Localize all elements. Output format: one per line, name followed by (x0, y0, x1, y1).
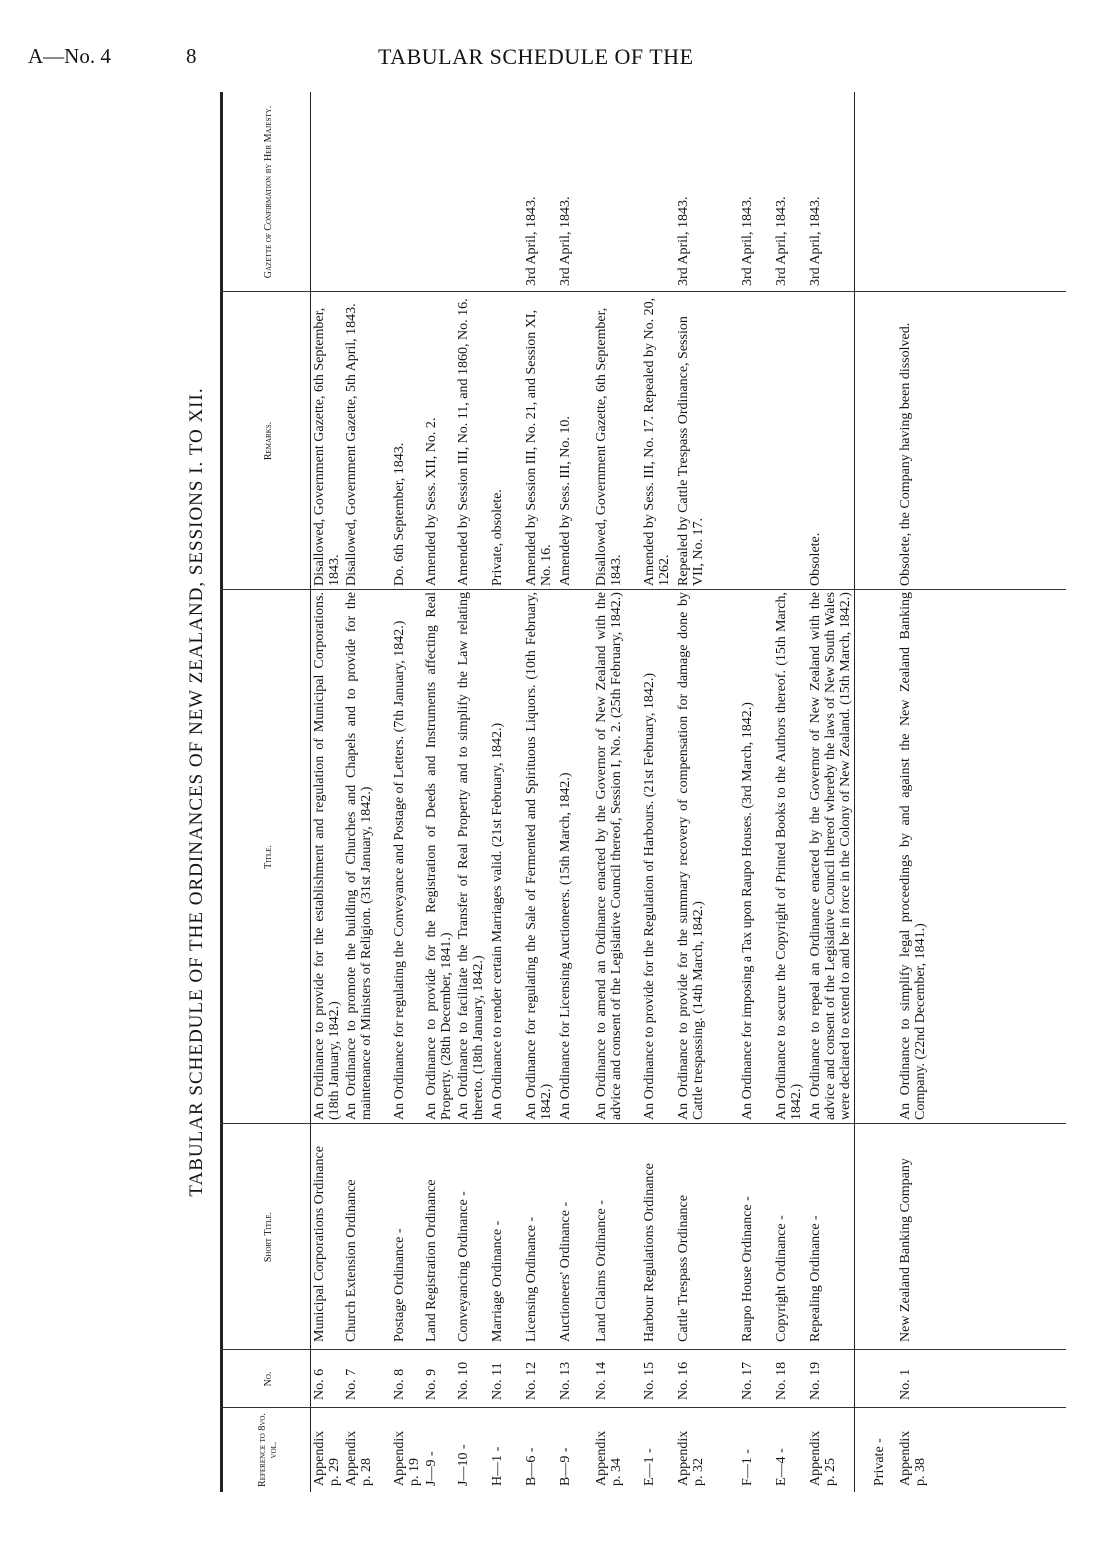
cell-short-title: Raupo House Ordinance - (740, 1196, 755, 1342)
cell-short-title: Land Registration Ordinance (424, 1179, 439, 1342)
cell-title: An Ordinance to provide for the establishment and regulation of Municipal Corporations. (18th January, 1842.) (312, 592, 342, 1120)
table-row (872, 92, 896, 1492)
cell-title: An Ordinance for Licensing Auctioneers. (15th March, 1842.) (558, 772, 573, 1120)
cell-gazette: 3rd April, 1843. (558, 196, 573, 286)
table-row (898, 92, 938, 1492)
table-row (344, 92, 392, 1492)
table-row (392, 92, 424, 1492)
table-row (740, 92, 774, 1492)
cell-remarks: Amended by Session III, No. 11, and 1860, No. 16. (456, 298, 471, 586)
cell-title: An Ordinance for regulating the Conveyance and Postage of Letters. (7th January, 1842.) (392, 620, 407, 1120)
cell-title: An Ordinance to secure the Copyright of Printed Books to the Authors thereof. (15th March, 1842.) (774, 592, 804, 1120)
cell-short-title: Harbour Regulations Ordinance (642, 1163, 657, 1342)
table-row (594, 92, 642, 1492)
header-no: No. (262, 1371, 274, 1387)
cell-title: An Ordinance to facilitate the Transfer of Real Property and to simplify the Law relating thereto. (18th January, 1842.) (456, 592, 486, 1120)
header-title: Title. (262, 845, 274, 869)
schedule-title: TABULAR SCHEDULE OF THE ORDINANCES OF NEW ZEALAND, SESSIONS I. TO XII. (186, 387, 207, 1197)
cell-gazette: 3rd April, 1843. (740, 196, 755, 286)
cell-remarks: Obsolete. (808, 532, 823, 586)
cell-no: No. 8 (392, 1368, 407, 1400)
cell-short-title: New Zealand Banking Company (898, 1158, 913, 1342)
table-row (808, 92, 872, 1492)
cell-reference: H—1 - (490, 1446, 505, 1486)
cell-no: No. 15 (642, 1361, 657, 1400)
cell-remarks: Obsolete, the Company having been dissolved. (898, 322, 913, 586)
cell-reference: Appendix p. 29 (312, 1430, 342, 1486)
cell-gazette: 3rd April, 1843. (774, 196, 789, 286)
cell-short-title: Marriage Ordinance - (490, 1220, 505, 1342)
ordinance-table (220, 92, 1066, 1492)
cell-no: No. 6 (312, 1368, 327, 1400)
cell-title: An Ordinance for imposing a Tax upon Raupo Houses. (3rd March, 1842.) (740, 702, 755, 1120)
cell-title: An Ordinance to simplify legal proceedings by and against the New Zealand Banking Company. (22nd December, 1841.) (898, 592, 928, 1120)
cell-no: No. 19 (808, 1361, 823, 1400)
cell-no: No. 7 (344, 1368, 359, 1400)
running-header-left: A—No. 4 (28, 44, 111, 68)
cell-reference: E—4 - (774, 1448, 789, 1486)
cell-short-title: Church Extension Ordinance (344, 1179, 359, 1342)
cell-remarks: Amended by Sess. III, No. 17. Repealed by No. 20, 1262. (642, 297, 672, 586)
cell-short-title: Postage Ordinance - (392, 1228, 407, 1342)
cell-short-title: Licensing Ordinance - (524, 1216, 539, 1342)
cell-remarks: Disallowed, Government Gazette, 6th September, 1843. (312, 307, 342, 586)
table-row (490, 92, 524, 1492)
table-row (524, 92, 558, 1492)
cell-no: No. 17 (740, 1361, 755, 1400)
rotated-schedule (186, 92, 1066, 1492)
cell-no: No. 1 (898, 1368, 913, 1400)
table-row (676, 92, 740, 1492)
cell-no: No. 16 (676, 1361, 691, 1400)
page-number: 8 (186, 44, 197, 68)
cell-title: An Ordinance to repeal an Ordinance enacted by the Governor of New Zealand with the advice and consent of the Legislative Council thereof whereby the laws of New South Wales were declared to extend to and be in force in the Colony of New Zealand. (15th March, 1842.) (808, 592, 853, 1120)
cell-gazette: 3rd April, 1843. (676, 196, 691, 286)
cell-remarks: Amended by Sess. XII, No. 2. (424, 417, 439, 586)
header-short-title: Short Title. (262, 1211, 274, 1263)
cell-title: An Ordinance to promote the building of Churches and Chapels and to provide for the maintenance of Ministers of Religion. (31st January, 1842.) (344, 592, 374, 1120)
header-rule (310, 92, 311, 1492)
cell-no: No. 18 (774, 1361, 789, 1400)
cell-reference: Private - (872, 1438, 887, 1486)
cell-title: An Ordinance to amend an Ordinance enacted by the Governor of New Zealand with the advice and consent of the Legislative Council thereof, Session I, No. 2. (25th February, 1842.) (594, 592, 624, 1120)
cell-no: No. 10 (456, 1361, 471, 1400)
cell-short-title: Conveyancing Ordinance - (456, 1191, 471, 1342)
cell-title: An Ordinance for regulating the Sale of Fermented and Spirituous Liquors. (10th February, 1842.) (524, 592, 554, 1120)
cell-reference: B—6 - (524, 1447, 539, 1486)
cell-title: An Ordinance to render certain Marriages valid. (21st February, 1842.) (490, 722, 505, 1120)
cell-reference: Appendix p. 25 (808, 1430, 838, 1486)
cell-remarks: Amended by Session III, No. 21, and Session XI, No. 16. (524, 309, 554, 586)
table-row (558, 92, 594, 1492)
cell-reference: B—9 - (558, 1447, 573, 1486)
table-bottom-rule (854, 92, 855, 1492)
cell-gazette: 3rd April, 1843. (808, 196, 823, 286)
cell-no: No. 14 (594, 1361, 609, 1400)
cell-reference: J—9 - (424, 1451, 439, 1486)
cell-reference: Appendix p. 38 (898, 1430, 928, 1486)
cell-reference: F—1 - (740, 1449, 755, 1486)
cell-remarks: Repealed by Cattle Trespass Ordinance, Session VII, No. 17. (676, 316, 706, 586)
cell-remarks: Do. 6th September, 1843. (392, 442, 407, 586)
header-reference: Reference to 8vo. vol. (257, 1413, 279, 1487)
cell-reference: Appendix p. 32 (676, 1430, 706, 1486)
cell-short-title: Cattle Trespass Ordinance (676, 1195, 691, 1342)
cell-no: No. 9 (424, 1368, 439, 1400)
cell-title: An Ordinance to provide for the Regulation of Harbours. (21st February, 1842.) (642, 673, 657, 1120)
cell-reference: Appendix p. 19 (392, 1430, 422, 1486)
cell-reference: Appendix p. 28 (344, 1430, 374, 1486)
cell-title: An Ordinance to provide for the Registration of Deeds and Instruments affecting Real Property. (28th December, 1841.) (424, 592, 454, 1120)
cell-short-title: Municipal Corporations Ordinance (312, 1146, 327, 1342)
header-gazette: Gazette of Confirmation by Her Majesty. (262, 105, 274, 279)
cell-reference: J—10 - (456, 1444, 471, 1486)
cell-gazette: 3rd April, 1843. (524, 196, 539, 286)
cell-short-title: Repealing Ordinance - (808, 1215, 823, 1342)
cell-no: No. 12 (524, 1361, 539, 1400)
cell-no: No. 11 (490, 1362, 505, 1400)
table-row (312, 92, 344, 1492)
cell-short-title: Auctioneers' Ordinance - (558, 1201, 573, 1342)
table-row (642, 92, 676, 1492)
header-remarks: Remarks. (262, 421, 274, 461)
cell-remarks: Private, obsolete. (490, 489, 505, 586)
cell-remarks: Disallowed, Government Gazette, 5th April, 1843. (344, 303, 359, 586)
running-header-right: TABULAR SCHEDULE OF THE (378, 44, 694, 69)
cell-remarks: Amended by Sess. III, No. 10. (558, 416, 573, 586)
cell-short-title: Land Claims Ordinance - (594, 1200, 609, 1342)
table-row (774, 92, 808, 1492)
cell-short-title: Copyright Ordinance - (774, 1215, 789, 1342)
column-header-row (228, 92, 308, 1492)
table-row (424, 92, 456, 1492)
table-row (456, 92, 490, 1492)
cell-reference: Appendix p. 34 (594, 1430, 624, 1486)
cell-no: No. 13 (558, 1361, 573, 1400)
cell-remarks: Disallowed, Government Gazette, 6th September, 1843. (594, 307, 624, 586)
cell-title: An Ordinance to provide for the summary recovery of compensation for damage done by Cattle trespassing. (14th March, 1842.) (676, 592, 706, 1120)
table-top-rule (220, 92, 223, 1492)
cell-reference: E—1 - (642, 1448, 657, 1486)
